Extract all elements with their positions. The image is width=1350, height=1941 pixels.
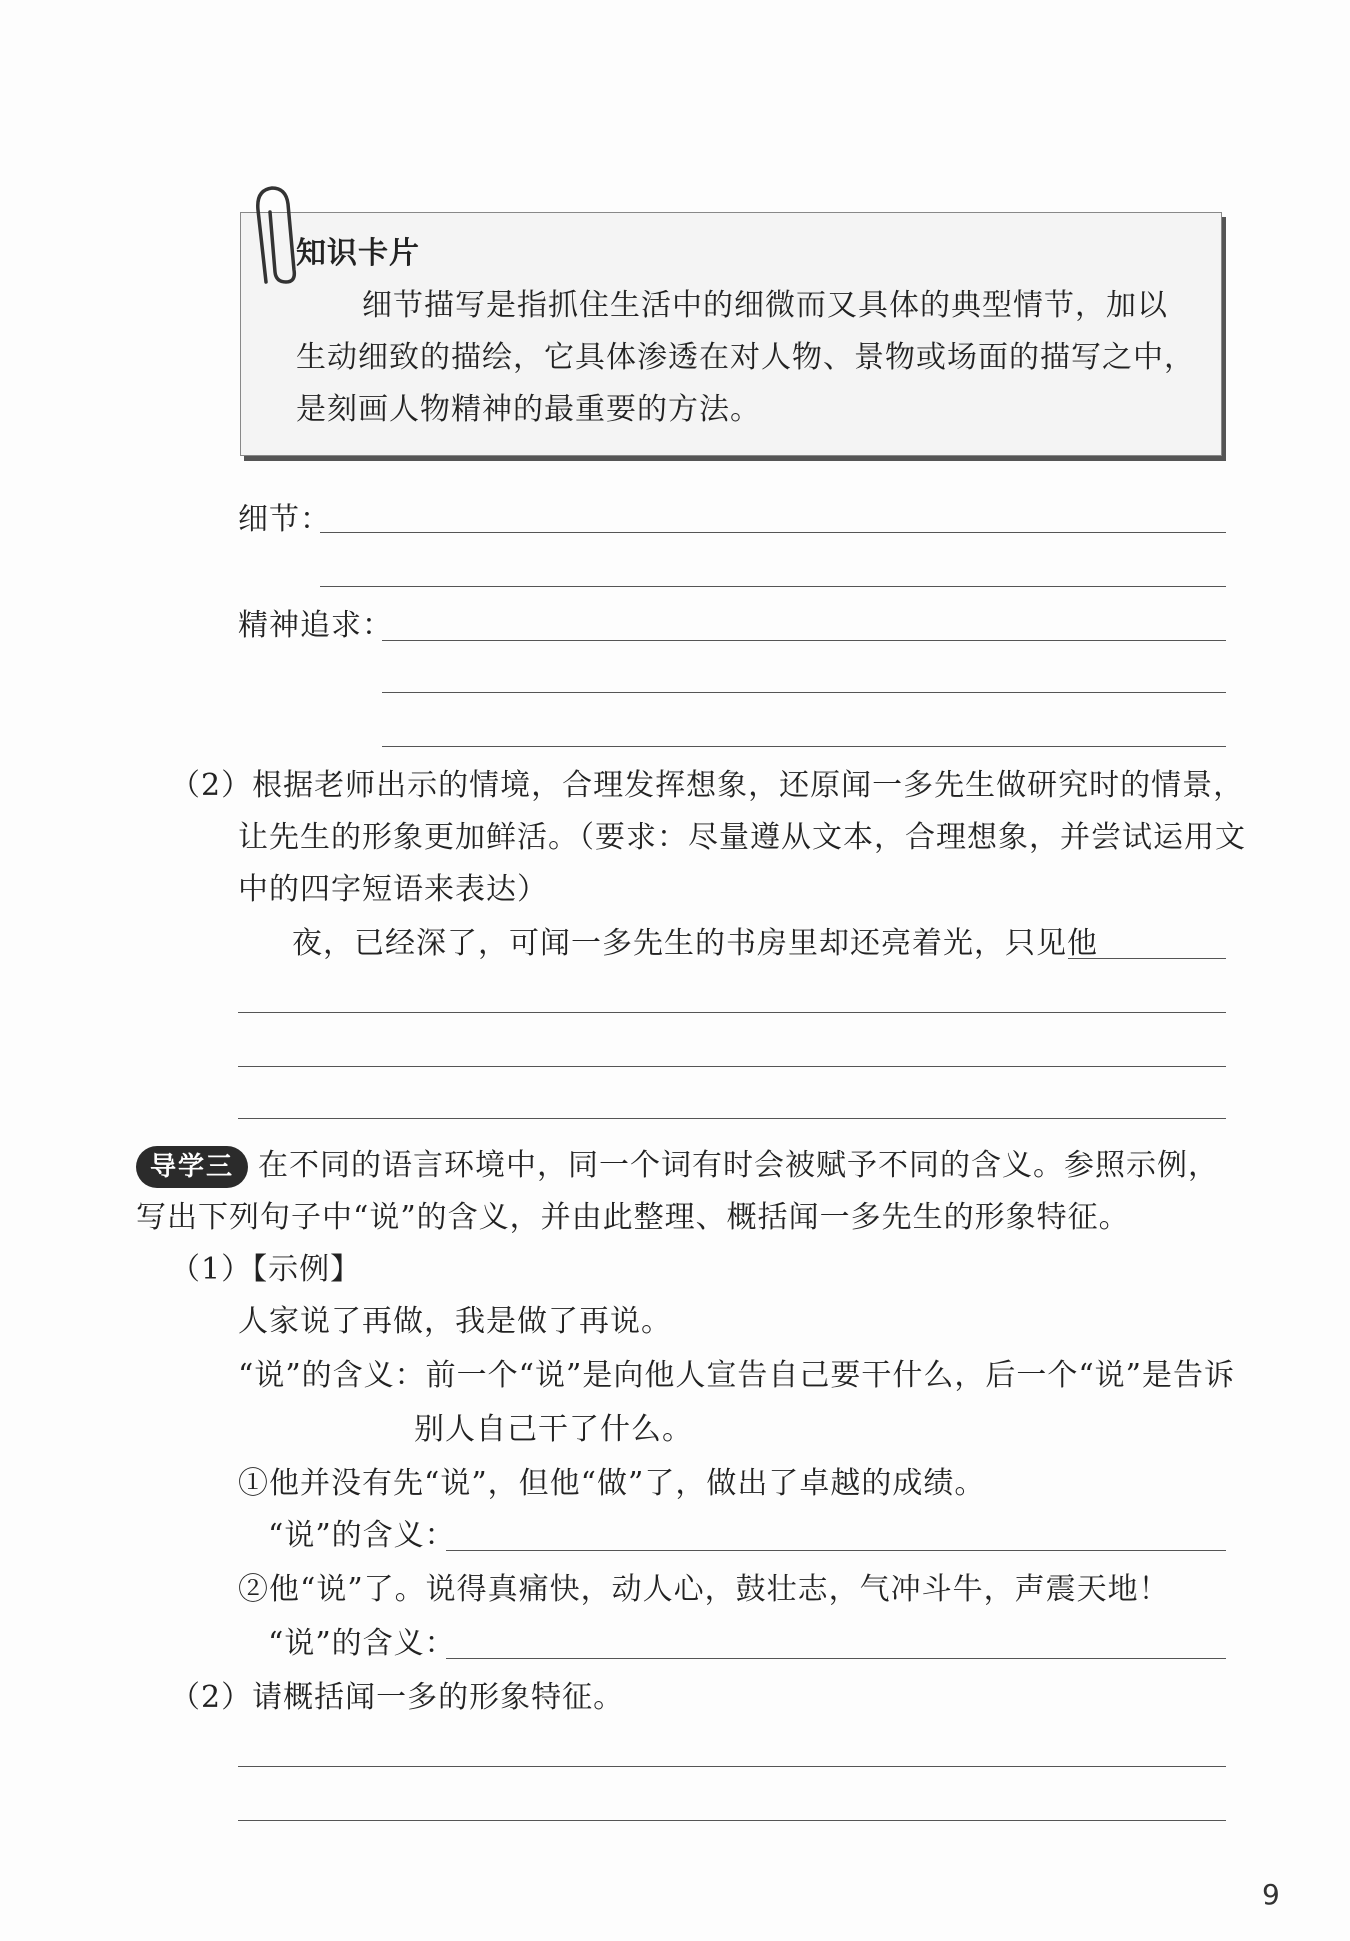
card-text-line-1: 细节描写是指抓住生活中的细微而又具体的典型情节，加以 [362, 288, 1168, 323]
detail-label: 细节： [238, 502, 331, 537]
spirit-answer-line-1[interactable] [382, 640, 1226, 641]
q2-text-line-2: 让先生的形象更加鲜活。（要求：尽量遵从文本，合理想象，并尝试运用文 [238, 820, 1246, 855]
spirit-answer-line-2[interactable] [382, 692, 1226, 693]
example-meaning-line-2: 别人自己干了什么。 [414, 1412, 693, 1447]
q2-text-line-1: （2）根据老师出示的情境，合理发挥想象，还原闻一多先生做研究时的情景， [170, 768, 1245, 803]
q2-answer-line-0[interactable] [1068, 958, 1226, 959]
q2-answer-line-3[interactable] [238, 1118, 1226, 1119]
section-badge: 导学三 [136, 1146, 248, 1188]
page-number: 9 [1262, 1878, 1280, 1911]
q2-prompt: 夜，已经深了，可闻一多先生的书房里却还亮着光，只见他 [292, 926, 1098, 961]
paperclip-icon [244, 182, 304, 292]
item1-label: （1）【示例】 [170, 1252, 362, 1287]
question-b-answer-line[interactable] [446, 1658, 1226, 1659]
item2-question: （2）请概括闻一多的形象特征。 [170, 1680, 625, 1715]
detail-answer-line-2[interactable] [320, 586, 1226, 587]
question-b: ②他“说”了。说得真痛快，动人心，鼓壮志，气冲斗牛，声震天地！ [238, 1572, 1170, 1607]
card-title: 知识卡片 [296, 236, 420, 271]
q2-text-line-3: 中的四字短语来表达） [238, 872, 548, 907]
question-a: ①他并没有先“说”，但他“做”了，做出了卓越的成绩。 [238, 1466, 986, 1501]
q2-answer-line-2[interactable] [238, 1066, 1226, 1067]
spirit-label: 精神追求： [238, 608, 393, 643]
example-sentence: 人家说了再做，我是做了再说。 [238, 1304, 672, 1339]
card-text-line-2: 生动细致的描绘，它具体渗透在对人物、景物或场面的描写之中， [296, 340, 1195, 375]
item2-answer-line-1[interactable] [238, 1766, 1226, 1767]
question-a-answer-line[interactable] [446, 1550, 1226, 1551]
detail-answer-line-1[interactable] [320, 532, 1226, 533]
section3-intro-line-1: 在不同的语言环境中，同一个词有时会被赋予不同的含义。参照示例， [258, 1148, 1219, 1183]
example-meaning-line-1: “说”的含义：前一个“说”是向他人宣告自己要干什么，后一个“说”是告诉 [238, 1358, 1236, 1393]
spirit-answer-line-3[interactable] [382, 746, 1226, 747]
item2-answer-line-2[interactable] [238, 1820, 1226, 1821]
question-a-meaning-label: “说”的含义： [268, 1518, 456, 1553]
q2-answer-line-1[interactable] [238, 1012, 1226, 1013]
section3-intro-line-2: 写出下列句子中“说”的含义，并由此整理、概括闻一多先生的形象特征。 [136, 1200, 1130, 1235]
card-text-line-3: 是刻画人物精神的最重要的方法。 [296, 392, 761, 427]
question-b-meaning-label: “说”的含义： [268, 1626, 456, 1661]
